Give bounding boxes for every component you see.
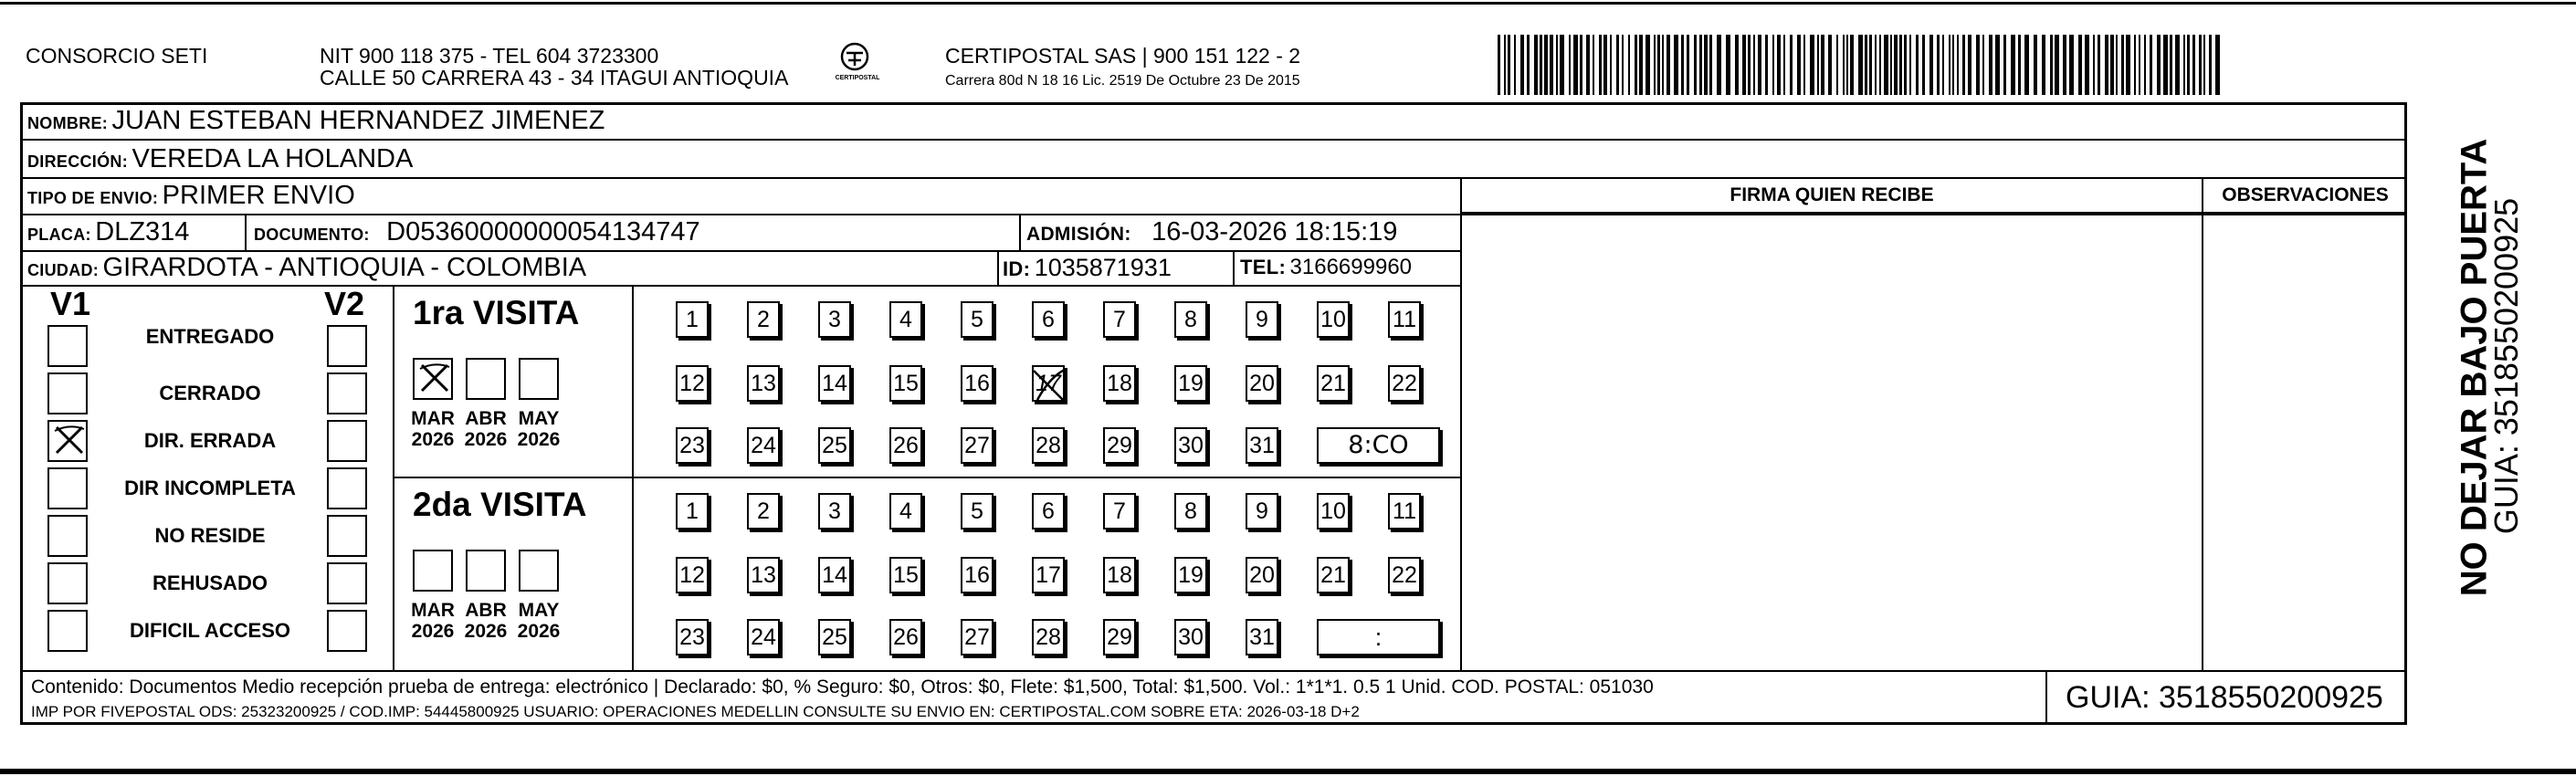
- barcode-bar: [1593, 35, 1594, 95]
- barcode-bar: [1772, 35, 1774, 95]
- status-label: DIFICIL ACCESO: [129, 619, 290, 642]
- barcode-bar: [2024, 35, 2029, 95]
- status-label: ENTREGADO: [145, 325, 275, 348]
- barcode-bar: [1580, 35, 1582, 95]
- status-label: DIR. ERRADA: [143, 429, 277, 452]
- month-year: 2026: [411, 429, 455, 450]
- barcode-bar: [1639, 35, 1643, 95]
- day-box[interactable]: 2: [747, 493, 780, 530]
- barcode-bar: [1899, 35, 1902, 95]
- barcode-bar: [1817, 35, 1819, 95]
- day-box[interactable]: 21: [1317, 557, 1350, 593]
- day-box[interactable]: 15: [889, 365, 922, 402]
- barcode-bar: [2163, 35, 2168, 95]
- barcode-bar: [2050, 35, 2053, 95]
- month-checkbox-may[interactable]: [519, 550, 559, 592]
- nombre-label: NOMBRE:: [27, 114, 109, 132]
- id-divider: [997, 250, 999, 285]
- barcode-bar: [1982, 35, 1984, 95]
- day-box[interactable]: 8: [1174, 493, 1207, 530]
- day-box[interactable]: 17: [1032, 557, 1065, 593]
- month-name: ABR: [465, 408, 507, 429]
- barcode-bar: [1858, 35, 1863, 95]
- documento-value: D05360000000054134747: [386, 217, 700, 246]
- status-label: DIR INCOMPLETA: [124, 477, 296, 499]
- nombre-row: [27, 106, 605, 140]
- v1-checkbox[interactable]: [47, 515, 88, 557]
- barcode-bar: [1599, 35, 1602, 95]
- tipo-value: PRIMER ENVIO: [162, 181, 355, 210]
- day-box[interactable]: 4: [889, 493, 922, 530]
- placa-divider: [245, 214, 247, 250]
- barcode-bar: [1753, 35, 1755, 95]
- barcode-bar: [2199, 35, 2202, 95]
- day-box[interactable]: 23: [676, 619, 709, 655]
- barcode-bar: [1569, 35, 1571, 95]
- barcode-bar: [1742, 35, 1746, 95]
- barcode-bar: [1850, 35, 1854, 95]
- status-label: NO RESIDE: [154, 524, 266, 547]
- status-label: REHUSADO: [152, 572, 268, 594]
- footer-divider: [20, 670, 2407, 672]
- v1-checkbox[interactable]: [47, 562, 88, 604]
- v1-checkbox[interactable]: [47, 325, 88, 367]
- status-label: CERRADO: [159, 382, 261, 404]
- barcode-bar: [1657, 35, 1660, 95]
- certipostal-logo-icon: [829, 38, 886, 95]
- barcode-bar: [1995, 35, 2000, 95]
- day-box[interactable]: 7: [1103, 301, 1136, 338]
- month-label: [405, 408, 460, 450]
- barcode-bar: [1662, 35, 1664, 95]
- ciudad-field: [27, 253, 586, 287]
- barcode-bar: [1514, 35, 1516, 95]
- day-box[interactable]: 18: [1103, 365, 1136, 402]
- day-box[interactable]: 21: [1317, 365, 1350, 402]
- month-year: 2026: [464, 429, 508, 450]
- barcode-bar: [1726, 35, 1730, 95]
- v1-header: V1: [50, 285, 91, 322]
- visit-2-title: 2da VISITA: [413, 486, 587, 523]
- barcode-bar: [1709, 35, 1712, 95]
- imp-text: IMP POR FIVEPOSTAL ODS: 25323200925 / COD.IMP: 54445800925 USUARIO: OPERACIONES MEDELLIN CONSULTE SU ENVIO EN: CERTIPOSTAL.COM SOBRE ETA: 2026-03-18 D+2: [31, 703, 1360, 720]
- nombre-value: JUAN ESTEBAN HERNANDEZ JIMENEZ: [111, 106, 605, 135]
- barcode-bar: [2209, 35, 2212, 95]
- day-box[interactable]: 10: [1317, 493, 1350, 530]
- tel-label: TEL:: [1240, 256, 1287, 278]
- carrier-line: CERTIPOSTAL SAS | 900 151 122 - 2: [945, 44, 1301, 68]
- barcode-bar: [1865, 35, 1867, 95]
- barcode-bar: [1540, 35, 1542, 95]
- barcode-bar: [1504, 35, 1506, 95]
- day-box[interactable]: 20: [1246, 557, 1278, 593]
- v2-checkbox[interactable]: [327, 515, 367, 557]
- direccion-row: [27, 144, 413, 178]
- month-label: [511, 600, 566, 642]
- barcode-bar: [2134, 35, 2136, 95]
- barcode-bar: [2170, 35, 2172, 95]
- day-box[interactable]: 27: [961, 619, 994, 655]
- barcode-bar: [1790, 35, 1793, 95]
- barcode-bar: [2215, 35, 2220, 95]
- barcode-bar: [1508, 35, 1510, 95]
- barcode-bar: [1957, 35, 1959, 95]
- barcode-bar: [1846, 35, 1848, 95]
- month-label: [405, 600, 460, 642]
- barcode-bar: [1748, 35, 1751, 95]
- month-year: 2026: [517, 429, 561, 450]
- barcode-bar: [2183, 35, 2185, 95]
- barcode-bar: [1922, 35, 1925, 95]
- barcode-bar: [1603, 35, 1607, 95]
- day-box[interactable]: 12: [676, 365, 709, 402]
- barcode-bar: [1828, 35, 1832, 95]
- top-border: [0, 2, 2576, 5]
- v2-checkbox[interactable]: [327, 372, 367, 414]
- month-checkbox-may[interactable]: [519, 358, 559, 400]
- time-field[interactable]: :: [1317, 619, 1440, 655]
- barcode-bar: [1949, 35, 1950, 95]
- barcode-bar: [1667, 35, 1670, 95]
- barcode-bar: [1645, 35, 1650, 95]
- day-box[interactable]: 5: [961, 301, 994, 338]
- tel-value: 3166699960: [1289, 255, 1413, 279]
- day-box[interactable]: 16: [961, 365, 994, 402]
- barcode-bar: [1843, 35, 1845, 95]
- barcode-bar: [1929, 35, 1933, 95]
- column-header-line: [1460, 212, 2407, 214]
- id-field: [1003, 253, 1172, 287]
- barcode-bar: [2110, 35, 2114, 95]
- v1-checkbox[interactable]: [47, 610, 88, 652]
- day-box[interactable]: 25: [818, 619, 851, 655]
- barcode-bar: [1976, 35, 1980, 95]
- placa-label: PLACA:: [27, 225, 91, 244]
- day-box[interactable]: 10: [1317, 301, 1350, 338]
- day-box[interactable]: 11: [1388, 493, 1421, 530]
- barcode-bar: [1937, 35, 1940, 95]
- barcode-bar: [1704, 35, 1708, 95]
- barcode-bar: [1869, 35, 1872, 95]
- barcode-bar: [1622, 35, 1624, 95]
- contenido-text: Contenido: Documentos Medio recepción prueba de entrega: electrónico | Declarado: $0, % Seguro: $0, Otros: $0, Flete: $1,500, Total: $1,500. Vol.: 1*1*1. 0.5 1 Unid. COD. POSTAL: 051030: [31, 676, 1654, 697]
- barcode-bar: [1810, 35, 1814, 95]
- day-box[interactable]: 28: [1032, 427, 1065, 464]
- barcode-bar: [1610, 35, 1612, 95]
- company-name: CONSORCIO SETI: [26, 44, 208, 68]
- barcode-bar: [2192, 35, 2195, 95]
- barcode-bar: [2093, 35, 2095, 95]
- day-box[interactable]: 11: [1388, 301, 1421, 338]
- day-box[interactable]: 26: [889, 619, 922, 655]
- v2-checkbox[interactable]: [327, 610, 367, 652]
- x-check-mark-icon: [51, 422, 88, 458]
- address-line: CALLE 50 CARRERA 43 - 34 ITAGUI ANTIOQUIA: [320, 66, 789, 89]
- id-label: ID:: [1003, 257, 1031, 280]
- day-box[interactable]: 27: [961, 427, 994, 464]
- firma-header: FIRMA QUIEN RECIBE: [1730, 184, 1934, 205]
- day-box[interactable]: 30: [1174, 427, 1207, 464]
- day-box[interactable]: 3: [818, 301, 851, 338]
- barcode-bar: [1836, 35, 1838, 95]
- barcode-bar: [2018, 35, 2021, 95]
- admision-divider: [1019, 214, 1021, 250]
- barcode-bar: [1628, 35, 1630, 95]
- barcode-bar: [1890, 35, 1892, 95]
- day-box[interactable]: 29: [1103, 619, 1136, 655]
- v2-checkbox[interactable]: [327, 420, 367, 462]
- admision-label: ADMISIÓN:: [1026, 224, 1131, 245]
- v2-checkbox[interactable]: [327, 467, 367, 509]
- v2-checkbox[interactable]: [327, 562, 367, 604]
- month-label: [511, 408, 566, 450]
- day-box[interactable]: 2: [747, 301, 780, 338]
- barcode-bar: [1674, 35, 1678, 95]
- barcode-bar: [2011, 35, 2015, 95]
- barcode-bar: [1699, 35, 1702, 95]
- logo-text: CERTIPOSTAL: [835, 75, 880, 81]
- day-box[interactable]: 12: [676, 557, 709, 593]
- barcode-bar: [1635, 35, 1637, 95]
- day-box[interactable]: 26: [889, 427, 922, 464]
- barcode-bar: [2085, 35, 2089, 95]
- barcode-bar: [2003, 35, 2006, 95]
- day-box[interactable]: 1: [676, 493, 709, 530]
- barcode-bar: [1765, 35, 1768, 95]
- id-value: 1035871931: [1034, 254, 1172, 281]
- day-box[interactable]: 13: [747, 365, 780, 402]
- barcode-bar: [2150, 35, 2152, 95]
- day-box[interactable]: 22: [1388, 557, 1421, 593]
- barcode-bar: [1560, 35, 1564, 95]
- barcode-bar: [2187, 35, 2190, 95]
- license-line: Carrera 80d N 18 16 Lic. 2519 De Octubre 23 De 2015: [945, 73, 1300, 89]
- bottom-border: [0, 769, 2576, 774]
- barcode-bar: [2121, 35, 2124, 95]
- barcode-bar: [1556, 35, 1558, 95]
- day-box[interactable]: 14: [818, 365, 851, 402]
- barcode-bar: [1821, 35, 1824, 95]
- visit-divider: [393, 477, 1460, 478]
- barcode-bar: [2042, 35, 2045, 95]
- direccion-value: VEREDA LA HOLANDA: [131, 144, 414, 173]
- barcode-bar: [2175, 35, 2180, 95]
- day-box[interactable]: 13: [747, 557, 780, 593]
- barcode-bar: [1498, 35, 1500, 95]
- barcode-bar: [1694, 35, 1697, 95]
- day-box[interactable]: 15: [889, 557, 922, 593]
- day-box[interactable]: 30: [1174, 619, 1207, 655]
- barcode-bar: [1520, 35, 1524, 95]
- day-box[interactable]: 29: [1103, 427, 1136, 464]
- ciudad-label: CIUDAD:: [27, 261, 100, 279]
- time-field[interactable]: 8:CO: [1317, 427, 1440, 464]
- barcode-bar: [1879, 35, 1881, 95]
- barcode-bar: [1803, 35, 1805, 95]
- barcode-bar: [1989, 35, 1992, 95]
- admision-value: 16-03-2026 18:15:19: [1151, 217, 1398, 246]
- barcode-bar: [2139, 35, 2140, 95]
- barcode-bar: [1909, 35, 1911, 95]
- nit-line: NIT 900 118 375 - TEL 604 3723300: [320, 44, 659, 68]
- month-year: 2026: [464, 621, 508, 642]
- barcode-bar: [1735, 35, 1739, 95]
- v1-checkbox[interactable]: [47, 467, 88, 509]
- side-guia: GUIA: 3518550200925: [2487, 197, 2525, 535]
- guia-divider: [2045, 670, 2047, 725]
- month-year: 2026: [517, 621, 561, 642]
- barcode-bar: [2116, 35, 2118, 95]
- tel-divider: [1233, 250, 1235, 285]
- day-box[interactable]: 3: [818, 493, 851, 530]
- barcode-bar: [1952, 35, 1954, 95]
- barcode-bar: [1654, 35, 1656, 95]
- month-name: MAY: [518, 408, 560, 429]
- day-box[interactable]: 1: [676, 301, 709, 338]
- barcode-bar: [2034, 35, 2037, 95]
- visit-1-title: 1ra VISITA: [413, 294, 580, 331]
- observaciones-header: OBSERVACIONES: [2222, 184, 2389, 205]
- barcode-bar: [1968, 35, 1971, 95]
- side-text: [2411, 119, 2571, 648]
- day-box[interactable]: 5: [961, 493, 994, 530]
- barcode-bar: [2078, 35, 2082, 95]
- barcode-bar: [2126, 35, 2130, 95]
- barcode-bar: [1797, 35, 1801, 95]
- footer-guia: GUIA: 3518550200925: [2066, 680, 2383, 715]
- tipo-label: TIPO DE ENVIO:: [27, 189, 159, 207]
- placa-field: [27, 217, 189, 251]
- admision-field: [1026, 217, 1397, 251]
- v1-checkbox[interactable]: [47, 372, 88, 414]
- day-box[interactable]: 8: [1174, 301, 1207, 338]
- day-box[interactable]: 6: [1032, 493, 1065, 530]
- barcode-bar: [1586, 35, 1590, 95]
- barcode-bar: [1916, 35, 1919, 95]
- day-box[interactable]: 23: [676, 427, 709, 464]
- day-box[interactable]: 6: [1032, 301, 1065, 338]
- barcode-bar: [2098, 35, 2100, 95]
- barcode-bar: [1616, 35, 1619, 95]
- barcode-bar: [1884, 35, 1888, 95]
- month-name: MAR: [411, 408, 455, 429]
- day-box[interactable]: 31: [1246, 427, 1278, 464]
- placa-value: DLZ314: [95, 217, 190, 246]
- day-box[interactable]: 25: [818, 427, 851, 464]
- barcode-bar: [1573, 35, 1578, 95]
- month-checkbox-mar[interactable]: [413, 550, 453, 592]
- firma-column-left: [1460, 177, 1462, 670]
- day-box[interactable]: 16: [961, 557, 994, 593]
- barcode-bar: [2157, 35, 2161, 95]
- tel-field: [1240, 253, 1412, 285]
- day-box[interactable]: 17: [1032, 365, 1065, 402]
- barcode-bar: [2063, 35, 2066, 95]
- barcode-icon: [1498, 35, 2224, 95]
- tipo-row: [27, 181, 355, 215]
- day-box[interactable]: 20: [1246, 365, 1278, 402]
- month-checkbox-abr[interactable]: [466, 358, 506, 400]
- day-box[interactable]: 18: [1103, 557, 1136, 593]
- day-box[interactable]: 9: [1246, 493, 1278, 530]
- barcode-bar: [1962, 35, 1965, 95]
- v2-checkbox[interactable]: [327, 325, 367, 367]
- day-box[interactable]: 14: [818, 557, 851, 593]
- barcode-bar: [1717, 35, 1721, 95]
- v2-header: V2: [324, 285, 365, 322]
- barcode-bar: [2069, 35, 2074, 95]
- barcode-bar: [1777, 35, 1781, 95]
- barcode-bar: [1687, 35, 1689, 95]
- barcode-bar: [1681, 35, 1684, 95]
- day-box[interactable]: 28: [1032, 619, 1065, 655]
- month-name: ABR: [465, 600, 507, 621]
- month-name: MAR: [411, 600, 455, 621]
- barcode-bar: [1783, 35, 1785, 95]
- no-dejar-bajo-puerta: NO DEJAR BAJO PUERTA: [2454, 138, 2495, 597]
- month-name: MAY: [518, 600, 560, 621]
- month-year: 2026: [411, 621, 455, 642]
- day-box[interactable]: 19: [1174, 365, 1207, 402]
- day-box[interactable]: 24: [747, 427, 780, 464]
- barcode-bar: [1527, 35, 1530, 95]
- barcode-bar: [1534, 35, 1538, 95]
- barcode-bar: [2105, 35, 2108, 95]
- barcode-bar: [2144, 35, 2146, 95]
- month-label: [458, 408, 513, 450]
- barcode-bar: [1875, 35, 1877, 95]
- v1-checkbox[interactable]: [47, 420, 88, 462]
- month-checkbox-mar[interactable]: [413, 358, 453, 400]
- barcode-bar: [1904, 35, 1907, 95]
- barcode-bar: [1894, 35, 1898, 95]
- day-box[interactable]: 4: [889, 301, 922, 338]
- month-label: [458, 600, 513, 642]
- barcode-bar: [1544, 35, 1548, 95]
- day-box[interactable]: 31: [1246, 619, 1278, 655]
- documento-label: DOCUMENTO:: [254, 225, 370, 244]
- obs-column-left: [2202, 177, 2203, 670]
- day-box[interactable]: 19: [1174, 557, 1207, 593]
- barcode-bar: [1942, 35, 1944, 95]
- month-checkbox-abr[interactable]: [466, 550, 506, 592]
- barcode-bar: [2203, 35, 2205, 95]
- row-divider: [20, 214, 2407, 215]
- ciudad-value: GIRARDOTA - ANTIOQUIA - COLOMBIA: [102, 253, 587, 282]
- day-box[interactable]: 7: [1103, 493, 1136, 530]
- x-check-mark-icon: [416, 360, 453, 396]
- documento-field: [254, 217, 700, 251]
- barcode-bar: [1758, 35, 1761, 95]
- day-box[interactable]: 22: [1388, 365, 1421, 402]
- day-box[interactable]: 24: [747, 619, 780, 655]
- barcode-bar: [2055, 35, 2059, 95]
- direccion-label: DIRECCIÓN:: [27, 152, 128, 171]
- day-box[interactable]: 9: [1246, 301, 1278, 338]
- barcode-bar: [1550, 35, 1553, 95]
